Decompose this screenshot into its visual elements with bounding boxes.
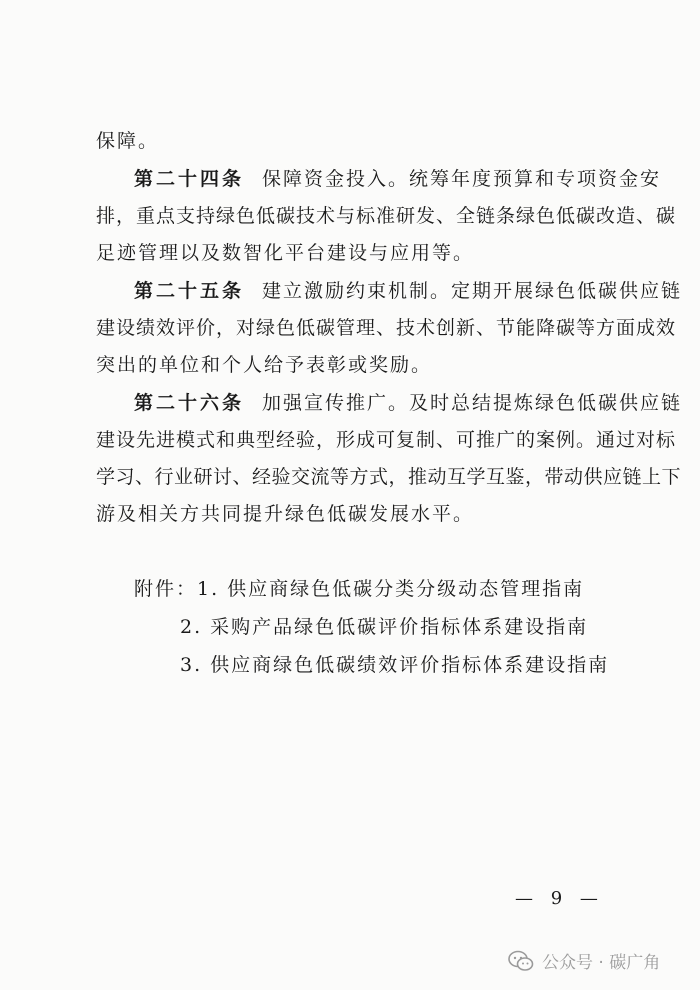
article-26-first-line	[134, 392, 682, 414]
article-26-text-2: 建设先进模式和典型经验，形成可复制、可推广的案例。通过对标	[96, 429, 677, 451]
article-25-first-line	[134, 280, 682, 302]
article-26-text-4: 游及相关方共同提升绿色低碳发展水平。	[96, 503, 475, 525]
page-number: — 9 —	[515, 888, 604, 909]
article-24-text-2: 排，重点支持绿色低碳技术与标准研发、全链条绿色低碳改造、碳	[96, 205, 677, 227]
article-26-text-1: 加强宣传推广。及时总结提炼绿色低碳供应链	[262, 392, 683, 414]
article-26-label: 第二十六条	[134, 392, 245, 414]
wechat-icon	[508, 950, 534, 972]
article-24-label: 第二十四条	[134, 168, 245, 190]
article-24-first-line	[134, 168, 662, 190]
attachments-prefix: 附件：	[134, 578, 198, 600]
article-25-text-3: 突出的单位和个人给予表彰或奖励。	[96, 354, 433, 376]
article-26-text-3: 学习、行业研讨、经验交流等方式，推动互学互鉴，带动供应链上下	[96, 466, 682, 488]
attachment-item-3: 3. 供应商绿色低碳绩效评价指标体系建设指南	[180, 654, 610, 676]
watermark	[508, 948, 660, 973]
attachment-item-2: 2. 采购产品绿色低碳评价指标体系建设指南	[180, 616, 589, 638]
attachments-first-line	[134, 578, 584, 600]
article-24-text-1: 保障资金投入。统筹年度预算和专项资金安	[262, 168, 662, 190]
continuation-line: 保障。	[96, 130, 160, 152]
article-25-label: 第二十五条	[134, 280, 245, 302]
attachment-item-1: 1. 供应商绿色低碳分类分级动态管理指南	[197, 578, 585, 600]
watermark-text: 公众号 · 碳广角	[542, 953, 661, 973]
article-24-text-3: 足迹管理以及数智化平台建设与应用等。	[96, 242, 475, 264]
article-25-text-1: 建立激励约束机制。定期开展绿色低碳供应链	[262, 280, 683, 302]
article-25-text-2: 建设绩效评价，对绿色低碳管理、技术创新、节能降碳等方面成效	[96, 317, 677, 339]
